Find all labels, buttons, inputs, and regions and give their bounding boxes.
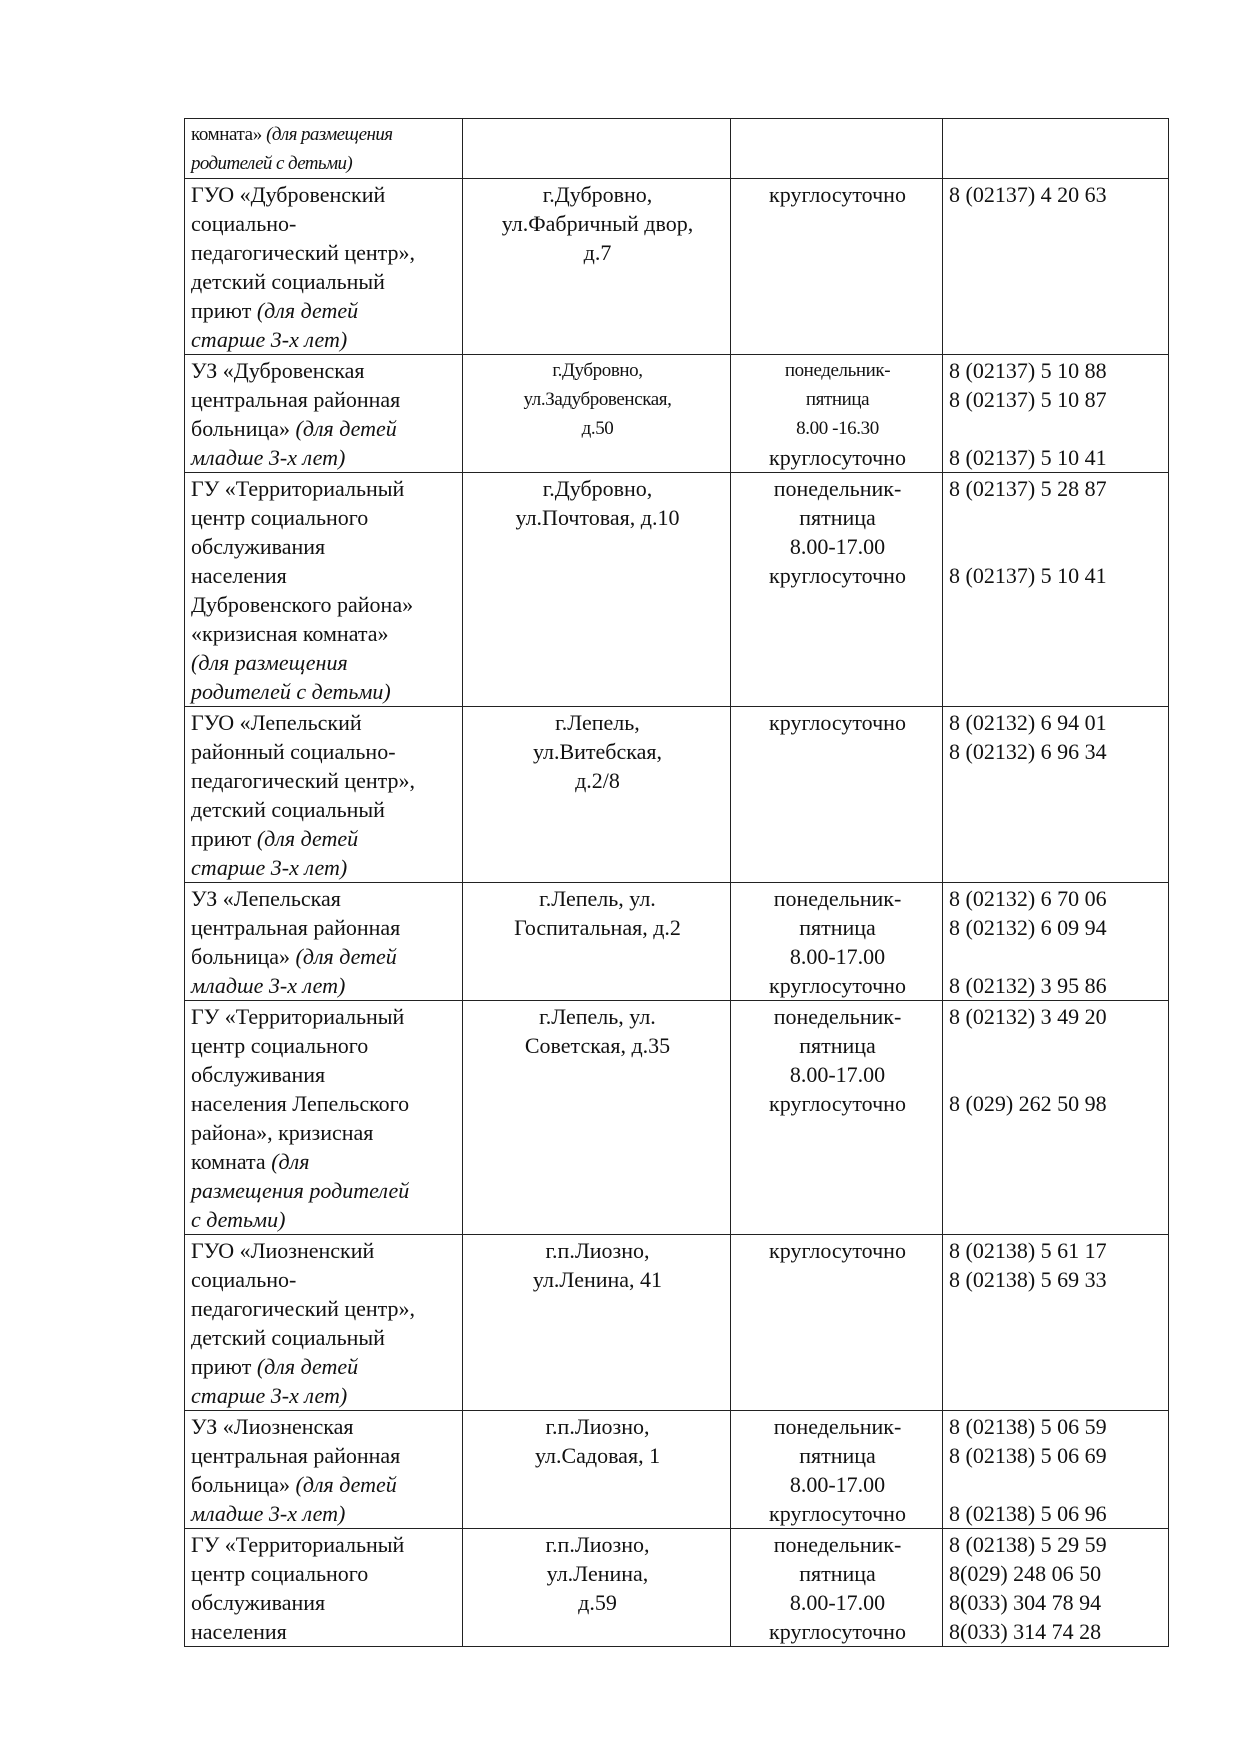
hours-cell: понедельник- пятница 8.00-17.00 круглосуточно: [731, 1001, 943, 1235]
institution-name-cell: ГУ «Территориальный центр социального обслуживания населения Дубровенского района» «кризисная комната» (для размещения родителей с детьми): [185, 473, 463, 707]
institution-name-cell: комната» (для размещения родителей с детьми): [185, 119, 463, 179]
hours-cell: [731, 119, 943, 179]
phone-cell: 8 (02138) 5 29 59 8(029) 248 06 50 8(033) 304 78 94 8(033) 314 74 28: [943, 1529, 1169, 1647]
address-cell: г.Дубровно, ул.Задубровенская, д.50: [463, 355, 731, 473]
address-cell: г.Лепель, ул. Советская, д.35: [463, 1001, 731, 1235]
table-row: [185, 1001, 1169, 1235]
table-row: [185, 119, 1169, 179]
table-row: [185, 473, 1169, 707]
institution-name-cell: ГУО «Лиозненский социально- педагогический центр», детский социальный приют (для детей старше 3-х лет): [185, 1235, 463, 1411]
institution-name-cell: УЗ «Лиозненская центральная районная больница» (для детей младше 3-х лет): [185, 1411, 463, 1529]
institutions-table: [184, 118, 1169, 1647]
address-cell: [463, 119, 731, 179]
table-row: [185, 1411, 1169, 1529]
institution-name-cell: ГУО «Лепельский районный социально- педагогический центр», детский социальный приют (для детей старше 3-х лет): [185, 707, 463, 883]
hours-cell: круглосуточно: [731, 707, 943, 883]
phone-cell: 8 (02132) 6 94 01 8 (02132) 6 96 34: [943, 707, 1169, 883]
phone-cell: 8 (02132) 6 70 06 8 (02132) 6 09 94 8 (02132) 3 95 86: [943, 883, 1169, 1001]
institution-name-cell: УЗ «Лепельская центральная районная больница» (для детей младше 3-х лет): [185, 883, 463, 1001]
table-row: [185, 179, 1169, 355]
phone-cell: 8 (02138) 5 61 17 8 (02138) 5 69 33: [943, 1235, 1169, 1411]
address-cell: г.Дубровно, ул.Почтовая, д.10: [463, 473, 731, 707]
table-row: [185, 355, 1169, 473]
phone-cell: 8 (02137) 5 28 87 8 (02137) 5 10 41: [943, 473, 1169, 707]
table-row: [185, 883, 1169, 1001]
hours-cell: понедельник- пятница 8.00-17.00 круглосуточно: [731, 883, 943, 1001]
phone-cell: 8 (02137) 4 20 63: [943, 179, 1169, 355]
hours-cell: круглосуточно: [731, 1235, 943, 1411]
table-row: [185, 1235, 1169, 1411]
hours-cell: понедельник- пятница 8.00-17.00 круглосуточно: [731, 1529, 943, 1647]
address-cell: г.Лепель, ул. Госпитальная, д.2: [463, 883, 731, 1001]
table-row: [185, 1529, 1169, 1647]
hours-cell: понедельник- пятница 8.00 -16.30 круглосуточно: [731, 355, 943, 473]
institution-name-cell: ГУ «Территориальный центр социального обслуживания населения Лепельского района», кризисная комната (для размещения родителей с детьми): [185, 1001, 463, 1235]
hours-cell: понедельник- пятница 8.00-17.00 круглосуточно: [731, 473, 943, 707]
phone-cell: [943, 119, 1169, 179]
address-cell: г.п.Лиозно, ул.Ленина, 41: [463, 1235, 731, 1411]
address-cell: г.п.Лиозно, ул.Ленина, д.59: [463, 1529, 731, 1647]
address-cell: г.п.Лиозно, ул.Садовая, 1: [463, 1411, 731, 1529]
table-row: [185, 707, 1169, 883]
hours-cell: понедельник- пятница 8.00-17.00 круглосуточно: [731, 1411, 943, 1529]
phone-cell: 8 (02138) 5 06 59 8 (02138) 5 06 69 8 (02138) 5 06 96: [943, 1411, 1169, 1529]
hours-cell: круглосуточно: [731, 179, 943, 355]
institution-name-cell: УЗ «Дубровенская центральная районная больница» (для детей младше 3-х лет): [185, 355, 463, 473]
institution-name-cell: ГУО «Дубровенский социально- педагогический центр», детский социальный приют (для детей старше 3-х лет): [185, 179, 463, 355]
phone-cell: 8 (02132) 3 49 20 8 (029) 262 50 98: [943, 1001, 1169, 1235]
address-cell: г.Лепель, ул.Витебская, д.2/8: [463, 707, 731, 883]
phone-cell: 8 (02137) 5 10 88 8 (02137) 5 10 87 8 (02137) 5 10 41: [943, 355, 1169, 473]
address-cell: г.Дубровно, ул.Фабричный двор, д.7: [463, 179, 731, 355]
institution-name-cell: ГУ «Территориальный центр социального обслуживания населения: [185, 1529, 463, 1647]
